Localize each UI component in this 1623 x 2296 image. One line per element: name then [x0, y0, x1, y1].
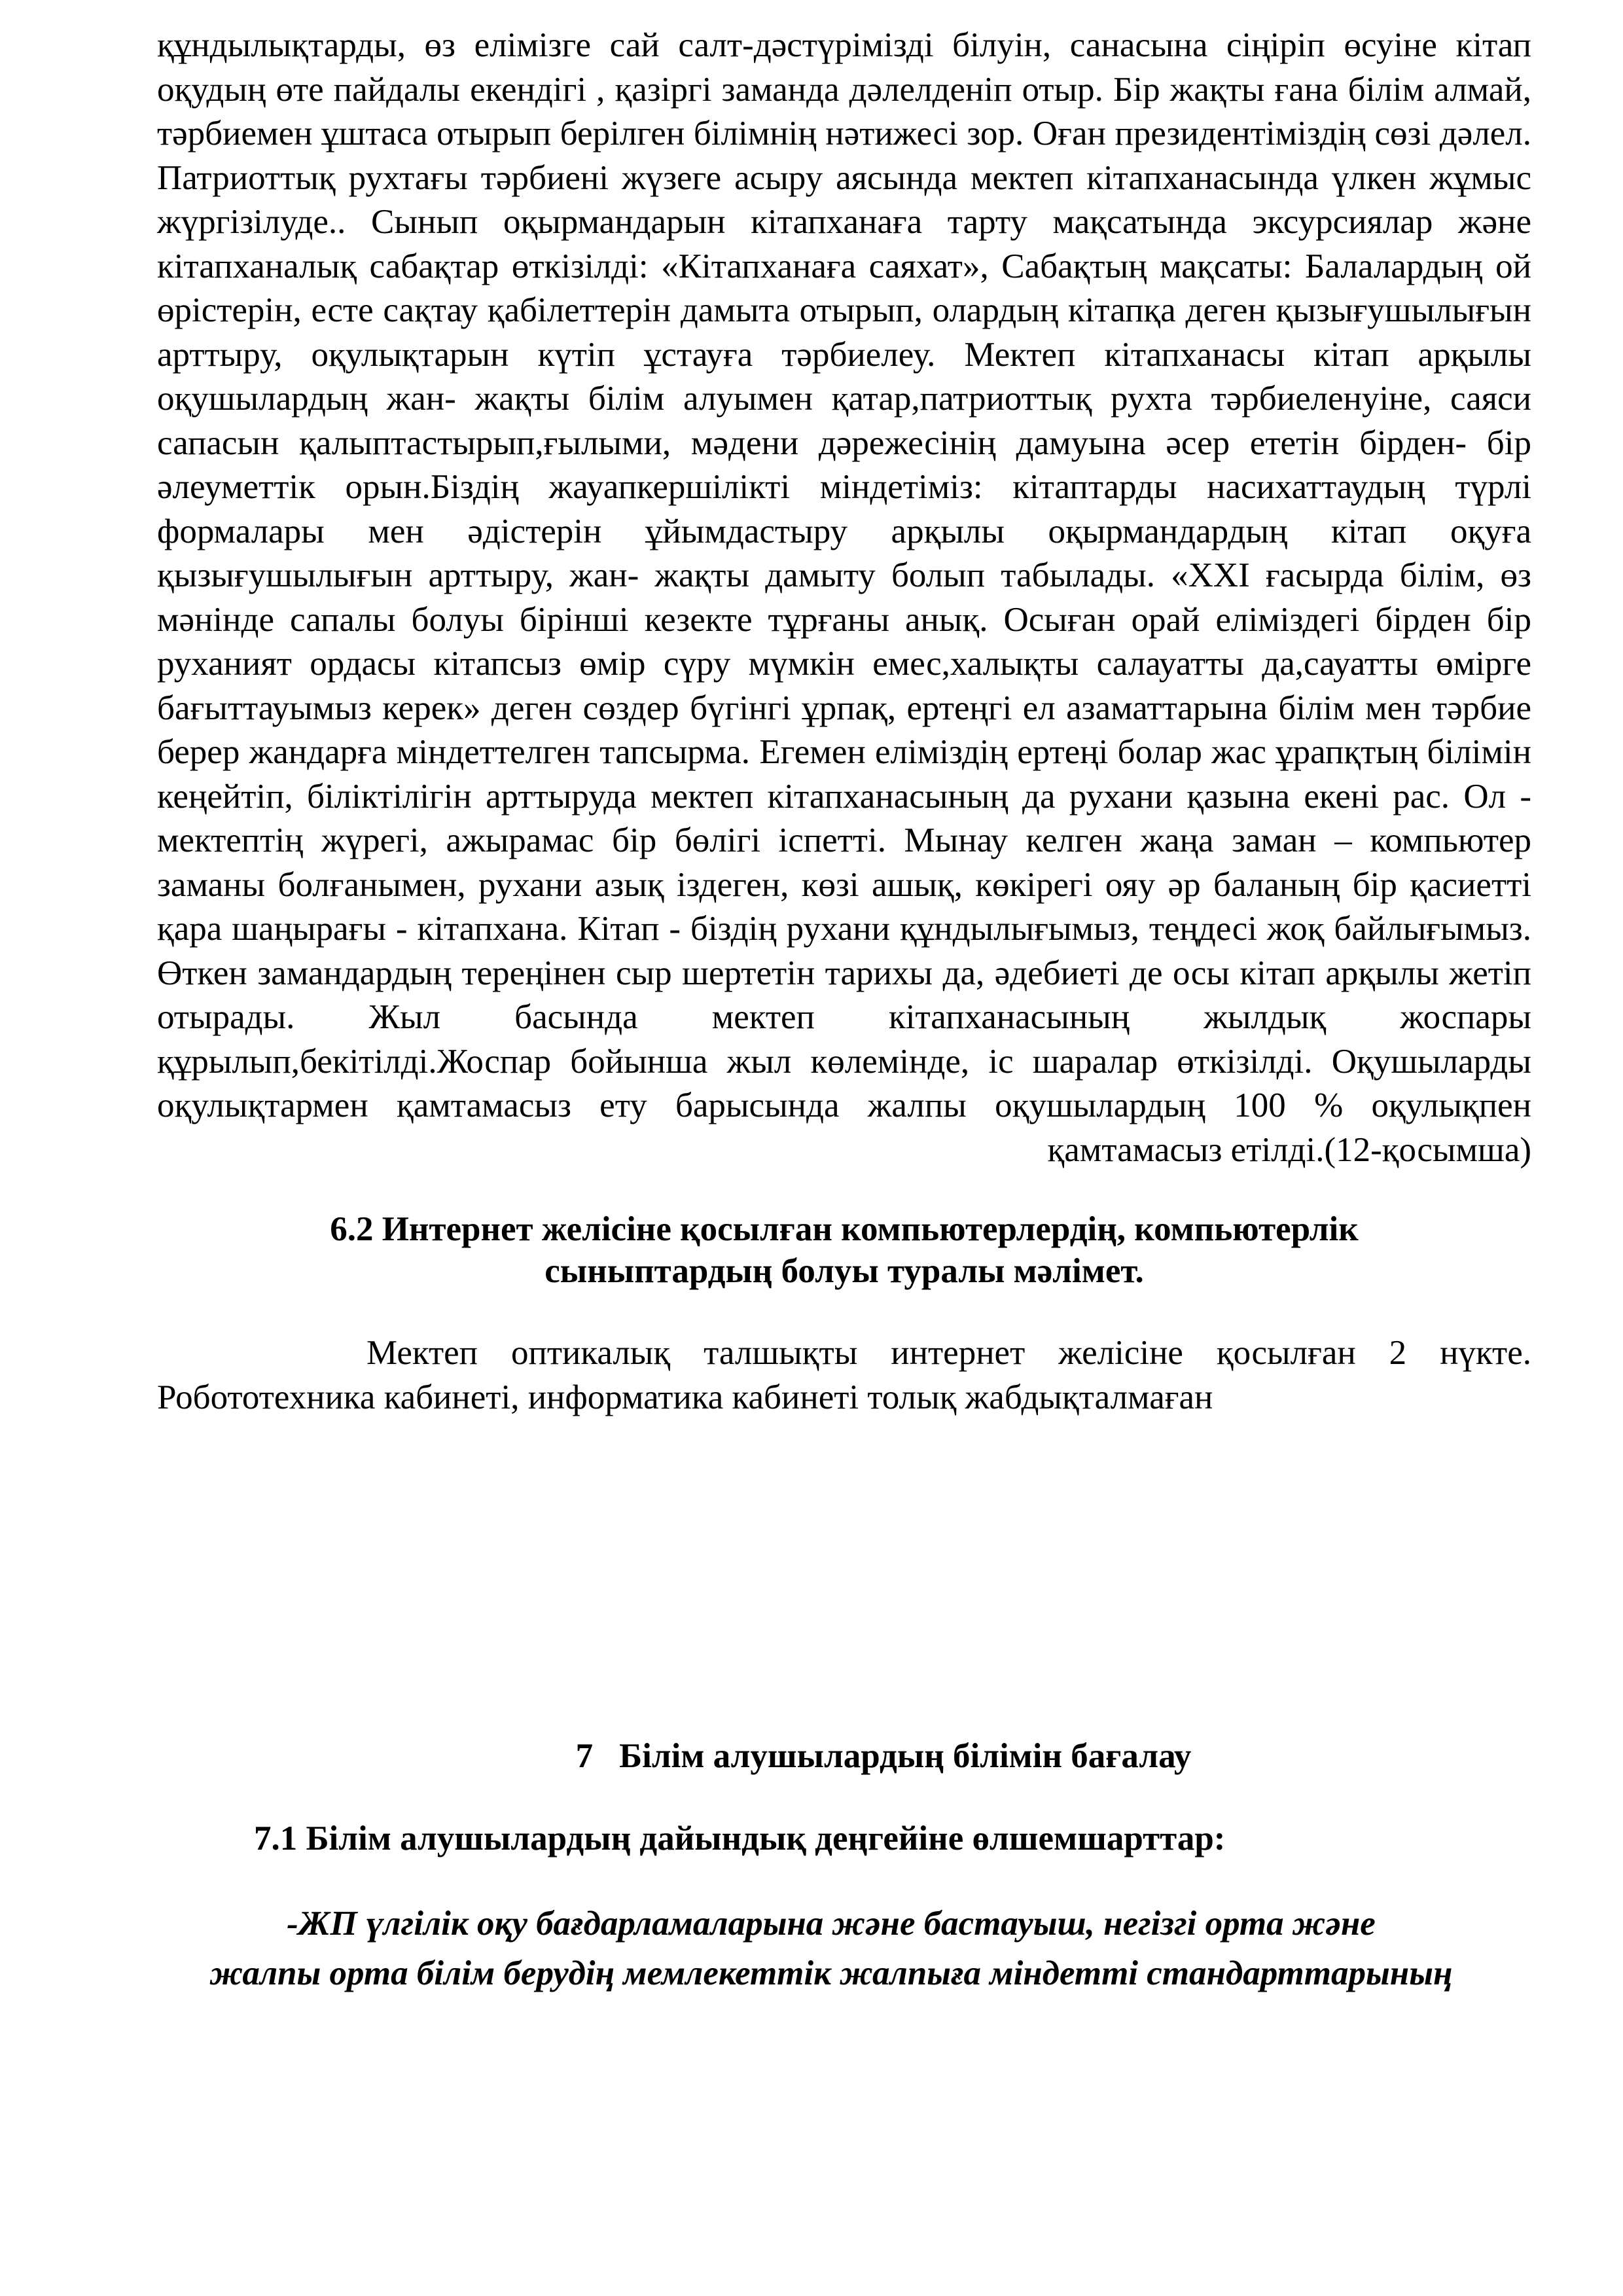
section-heading-7-number: 7 [575, 1737, 594, 1775]
document-page [157, 24, 1531, 1998]
body-paragraph-internet: Мектеп оптикалық талшықты интернет желісіне қосылған 2 нүкте. Робототехника кабинеті, информатика кабинеті толық жабдықталмаған [157, 1334, 1531, 1416]
section-heading-6-2: 6.2 Интернет желісіне қосылған компьютерлердің, компьютерлік сыныптардың болуы туралы мәлімет. [330, 1210, 1359, 1290]
body-paragraph-library: құндылықтарды, өз елімізге сай салт-дәстүрімізді білуін, санасына сіңіріп өсуіне кітап оқудың өте пайдалы екендігі , қазіргі заманда дәлелденіп отыр. Бір жақты ғана білім алмай, тәрбиемен ұштаса отырып берілген білімнің нәтижесі зор. Оған президентіміздің сөзі дәлел. Патриоттық рухтағы тәрбиені жүзеге асыру аясында мектеп кітапханасында үлкен жұмыс жүргізілуде.. Сынып оқырмандарын кітапханаға тарту мақсатында эксурсиялар және кітапханалық сабақтар өткізілді: «Кітапханаға саяхат», Сабақтың мақсаты: Балалардың ой өрістерін, есте сақтау қабілеттерін дамыта отырып, олардың кітапқа деген қызығушылығын арттыру, оқулықтарын күтіп ұстауға тәрбиелеу. Мектеп кітапханасы кітап арқылы оқушылардың жан- жақты білім алуымен қатар,патриоттық рухта тәрбиеленуіне, саяси сапасын қалыптастырып,ғылыми, мәдени дәрежесінің дамуына әсер ететін бірден- бір әлеуметтік орын.Біздің жауапкершілікті міндетіміз: кітаптарды насихаттаудың түрлі формалары мен әдістерін ұйымдастыру арқылы оқырмандардың кітап оқуға қызығушылығын арттыру, жан- жақты дамыту болып табылады. «XXI ғасырда білім, өз мәнінде сапалы болуы бірінші кезекте тұрғаны анық. Осыған орай еліміздегі бірден бір руханият ордасы кітапсыз өмір сүру мүмкін емес,халықты салауатты да,сауатты өмірге бағыттауымыз керек» деген сөздер бүгінгі ұрпақ, ертеңгі ел азаматтарына білім мен тәрбие берер жандарға міндеттелген тапсырма. Егемен еліміздің ертеңі болар жас ұрапқтың білімін кеңейтіп, біліктілігін арттыруда мектеп кітапханасының да рухани қазына екені рас. Ол - мектептің жүрегі, ажырамас бір бөлігі іспетті. Мынау келген жаңа заман – компьютер заманы болғанымен, рухани азық іздеген, көзі ашық, көкірегі ояу әр баланың бір қасиетті қара шаңырағы - кітапхана. Кітап - біздің рухани құндылығымыз, теңдесі жоқ байлығымыз. Өткен замандардың тереңінен сыр шертетін тарихы да, әдебиеті де осы кітап арқылы жетіп отырады. Жыл басында мектеп кітапханасының жылдық жоспары құрылып,бекітілді.Жоспар бойынша жыл көлемінде, іс шаралар өткізілді. Оқушыларды оқулықтармен қамтамасыз ету барысында жалпы оқушылардың 100 % оқулықпен қамтамасыз етілді.(12-қосымша) [157, 26, 1531, 1169]
italic-subheading-line-2: жалпы орта білім берудің мемлекеттік жалпыға міндетті стандарттарының [209, 1954, 1453, 1992]
section-heading-7-text: Білім алушылардың білімін бағалау [619, 1737, 1192, 1775]
italic-subheading-line-1: -ЖП үлгілік оқу бағдарламаларына және бастауыш, негізгі орта және [287, 1905, 1376, 1943]
section-heading-7 [157, 1735, 1531, 1777]
italic-subheading [157, 1899, 1531, 1998]
section-heading-7-1: 7.1 Білім алушылардың дайындық деңгейіне өлшемшарттар: [254, 1820, 1226, 1857]
